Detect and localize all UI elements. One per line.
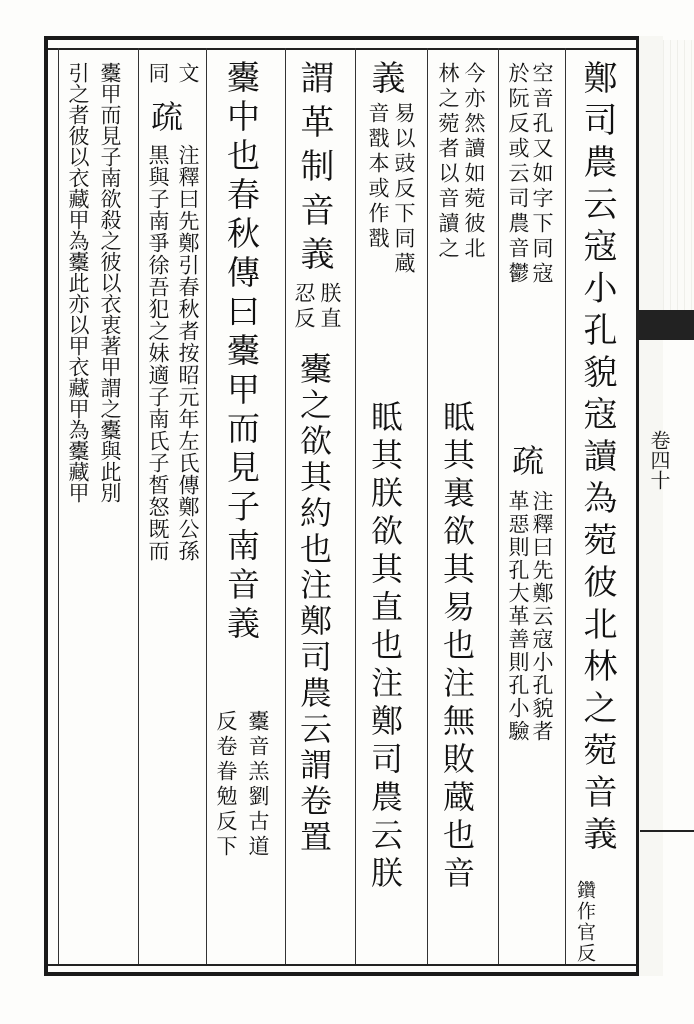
text-column-6-main: 櫜中也春秋傳曰櫜甲而見子南音義 [222,60,261,645]
column-rule [285,48,286,964]
text-column-2-shu: 疏 [507,444,545,484]
text-column-4-head: 義 [365,60,405,102]
text-column-1-note [574,880,596,964]
text-column-7-note-b: 注釋曰先鄭引春秋者按昭元年左氏傳鄭公孫 [176,144,200,562]
text-column-6-note-a: 櫜音羔劉古道 [246,710,270,860]
text-column-3-note-b: 林之菀者以音讀之 [436,62,460,262]
column-rule [58,48,59,964]
text-column-5-note-a: 朕直 [318,282,342,332]
text-column-5-note-b: 忍反 [292,282,316,332]
text-column-8-note-a: 櫜甲而見子南欲殺之彼以衣衷著甲謂之櫜與此別 [98,62,122,503]
text-column-4-note-a: 易以豉反下同蔵 [392,102,416,277]
text-column-3-note-a: 今亦然讀如菀彼北 [462,62,486,262]
column-rule [498,48,499,964]
text-column-2-note-a: 空音孔又如字下同寇 [530,62,554,287]
column-rule [206,48,207,964]
text-column-2-note-b: 於阮反或云司農音鬱 [506,62,530,287]
column-rule [427,48,428,964]
text-column-1: 鄭司農云寇小孔貌寇讀為菀彼北林之菀音義 [577,60,617,858]
text-column-6-note-b: 反卷眷勉反下 [214,710,238,860]
text-column-2-note-c: 注釋曰先鄭云寇小孔貌者 [530,490,554,743]
column-rule [138,48,139,964]
text-column-4-note-b: 音㦻本或作㦻 [366,102,390,252]
frame-bottom-rule [48,964,638,966]
text-column-2-note-d: 革惡則孔大革善則孔小驗 [506,490,530,743]
text-column-5-main: 櫜之欲其約也注鄭司農云謂卷置 [295,352,333,856]
fold-volume-title: 卷四十 [647,430,671,490]
column-rule [355,48,356,964]
text-column-7-note-c: 同 [146,62,170,87]
text-column-8-note-b: 引之者彼以衣藏甲為櫜此亦以甲衣藏甲為櫜藏甲 [66,62,90,503]
text-column-5-head: 謂革制音義 [294,60,334,280]
column-rule [565,48,566,964]
frame-top-rule [48,48,638,50]
fold-fish-tail-mark [636,310,694,340]
fold-divider [640,830,694,832]
fold-margin [636,36,663,976]
text-column-7-note-d: 黒與子南爭徐吾犯之妹適子南氏子皙怒既而 [146,144,170,562]
text-column-7-shu: 疏 [146,100,184,140]
text-column-7-note-a: 文 [176,62,200,87]
text-column-4-main: 眡其朕欲其直也注鄭司農云朕 [366,400,404,894]
text-column-3-main: 眡其裏欲其易也注無敗蔵也音 [438,400,476,894]
annotation-text: 鑽作官反 [574,880,596,964]
